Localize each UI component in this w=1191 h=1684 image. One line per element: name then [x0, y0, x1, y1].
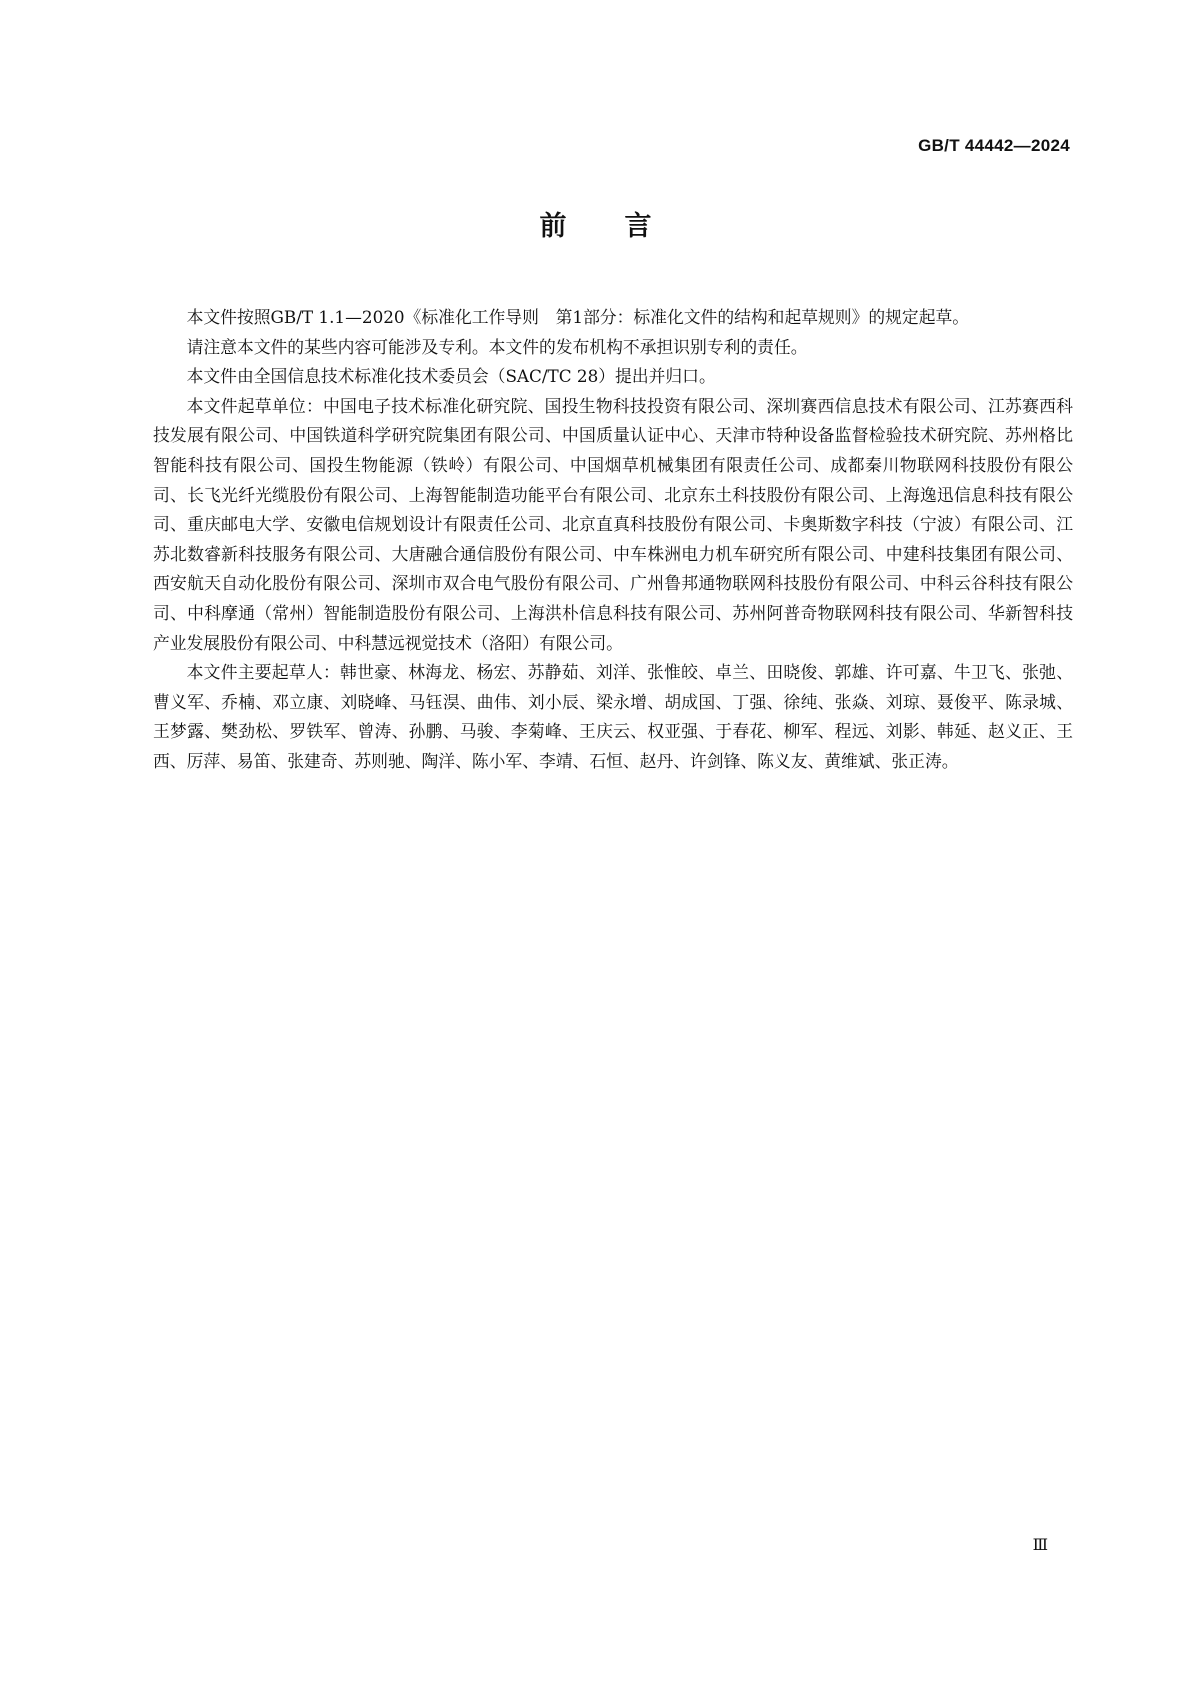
- document-code: GB/T 44442—2024: [918, 136, 1070, 155]
- page-number: Ⅲ: [1032, 1535, 1048, 1554]
- paragraph-drafting-rules: 本文件按照GB/T 1.1—2020《标准化工作导则 第1部分：标准化文件的结构和起草规则》的规定起草。: [186, 307, 970, 327]
- paragraph-drafters: 本文件主要起草人：韩世豪、林海龙、杨宏、苏静茹、刘洋、张惟皎、卓兰、田晓俊、郭雄、许可嘉、牛卫飞、张弛、曹义军、乔楠、邓立康、刘晓峰、马钰淏、曲伟、刘小辰、梁永增、胡成国、丁强、徐纯、张焱、刘琼、聂俊平、陈录城、王梦露、樊劲松、罗铁军、曾涛、孙鹏、马骏、李菊峰、王庆云、权亚强、于春花、柳军、程远、刘影、韩延、赵义正、王西、厉萍、易笛、张建奇、苏则驰、陶洋、陈小军、李靖、石恒、赵丹、许剑锋、陈义友、黄维斌、张正涛。: [153, 662, 1073, 771]
- preface-body: [153, 303, 1073, 777]
- page-title: 前言: [539, 211, 710, 242]
- paragraph-proposing-body: 本文件由全国信息技术标准化技术委员会（SAC/TC 28）提出并归口。: [186, 366, 716, 387]
- paragraph-drafting-units: 本文件起草单位：中国电子技术标准化研究院、国投生物科技投资有限公司、深圳赛西信息技术有限公司、江苏赛西科技发展有限公司、中国铁道科学研究院集团有限公司、中国质量认证中心、天津市特种设备监督检验技术研究院、苏州格比智能科技有限公司、国投生物能源（铁岭）有限公司、中国烟草机械集团有限责任公司、成都秦川物联网科技股份有限公司、长飞光纤光缆股份有限公司、上海智能制造功能平台有限公司、北京东土科技股份有限公司、上海逸迅信息科技有限公司、重庆邮电大学、安徽电信规划设计有限责任公司、北京直真科技股份有限公司、卡奥斯数字科技（宁波）有限公司、江苏北数睿新科技服务有限公司、大唐融合通信股份有限公司、中车株洲电力机车研究所有限公司、中建科技集团有限公司、西安航天自动化股份有限公司、深圳市双合电气股份有限公司、广州鲁邦通物联网科技股份有限公司、中科云谷科技有限公司、中科摩通（常州）智能制造股份有限公司、上海洪朴信息科技有限公司、苏州阿普奇物联网科技有限公司、华新智科技产业发展股份有限公司、中科慧远视觉技术（洛阳）有限公司。: [153, 395, 1073, 653]
- paragraph-patent-notice: 请注意本文件的某些内容可能涉及专利。本文件的发布机构不承担识别专利的责任。: [186, 336, 808, 357]
